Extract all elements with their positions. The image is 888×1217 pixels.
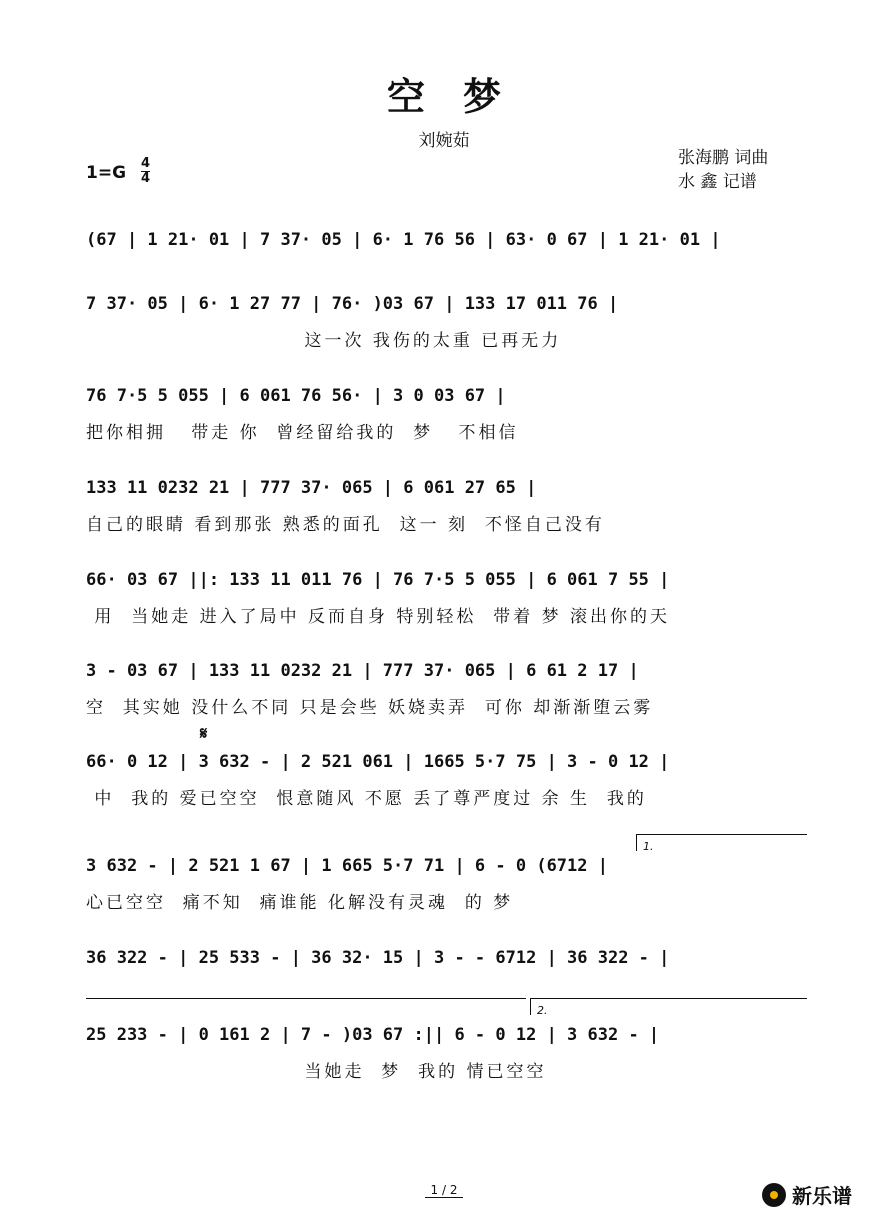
notation-row-8: 3 632 - | 2 521 1 67 | 1 665 5·7 71 | 6 - 0 (6712 | <box>86 856 608 876</box>
notation-row-3: 76 7·5 5 055 | 6 061 76 56· | 3 0 03 67 | <box>86 386 506 406</box>
first-ending-continuation <box>86 998 526 1009</box>
time-signature-top: 4 <box>141 156 151 171</box>
notation-row-6: 3 - 03 67 | 133 11 0232 21 | 777 37· 065 | 6 61 2 17 | <box>86 661 639 681</box>
second-ending-bracket <box>530 998 807 1015</box>
logo-text: 新乐谱 <box>792 1184 852 1208</box>
notation-row-1: (67 | 1 21· 01 | 7 37· 05 | 6· 1 76 56 | 63· 0 67 | 1 21· 01 | <box>86 230 721 250</box>
credits <box>678 146 768 194</box>
lyrics-row-4: 自己的眼睛 看到那张 熟悉的面孔 这一 刻 不怪自己没有 <box>86 515 605 535</box>
notation-row-9: 36 322 - | 25 533 - | 36 32· 15 | 3 - - 6712 | 36 322 - | <box>86 948 670 968</box>
notation-row-4: 133 11 0232 21 | 777 37· 065 | 6 061 27 65 | <box>86 478 537 498</box>
lyrics-row-3: 把你相拥 带走 你 曾经留给我的 梦 不相信 <box>86 423 519 443</box>
segno-sign: 𝄋 <box>200 724 208 744</box>
notation-row-10: 25 233 - | 0 161 2 | 7 - )03 67 :|| 6 - 0 12 | 3 632 - | <box>86 1025 660 1045</box>
page-number: 1 / 2 <box>0 1183 888 1197</box>
lyrics-row-2: 这一次 我伤的太重 已再无力 <box>86 331 562 351</box>
lyrics-row-6: 空 其实她 没什么不同 只是会些 妖娆卖弄 可你 却渐渐堕云雾 <box>86 698 654 718</box>
second-ending-label: 2. <box>537 1004 548 1017</box>
first-ending-bracket <box>636 834 807 851</box>
notation-row-7: 66· 0 12 | 3 632 - | 2 521 061 | 1665 5·7 75 | 3 - 0 12 | <box>86 752 670 772</box>
singer-name: 刘婉茹 <box>418 131 470 151</box>
time-signature <box>141 157 150 186</box>
time-signature-bottom: 4 <box>141 171 151 186</box>
site-logo[interactable] <box>762 1180 852 1209</box>
key-signature: 1=G <box>86 163 127 183</box>
song-title: 空梦 <box>386 75 539 119</box>
credit-line-transcriber: 水 鑫 记谱 <box>678 172 757 192</box>
lyrics-row-5: 用 当她走 进入了局中 反而自身 特别轻松 带着 梦 滚出你的天 <box>86 607 671 627</box>
lyrics-row-10: 当她走 梦 我的 情已空空 <box>86 1062 547 1082</box>
notation-row-5: 66· 03 67 ||: 133 11 011 76 | 76 7·5 5 055 | 6 061 7 55 | <box>86 570 670 590</box>
record-icon <box>762 1183 786 1207</box>
lyrics-row-8: 心已空空 痛不知 痛谁能 化解没有灵魂 的 梦 <box>86 893 514 913</box>
lyrics-row-7: 中 我的 爱已空空 恨意随风 不愿 丢了尊严度过 余 生 我的 <box>86 789 647 809</box>
first-ending-label: 1. <box>643 840 654 853</box>
credit-line-composer: 张海鹏 词曲 <box>678 148 769 168</box>
notation-row-2: 7 37· 05 | 6· 1 27 77 | 76· )03 67 | 133 17 011 76 | <box>86 294 619 314</box>
